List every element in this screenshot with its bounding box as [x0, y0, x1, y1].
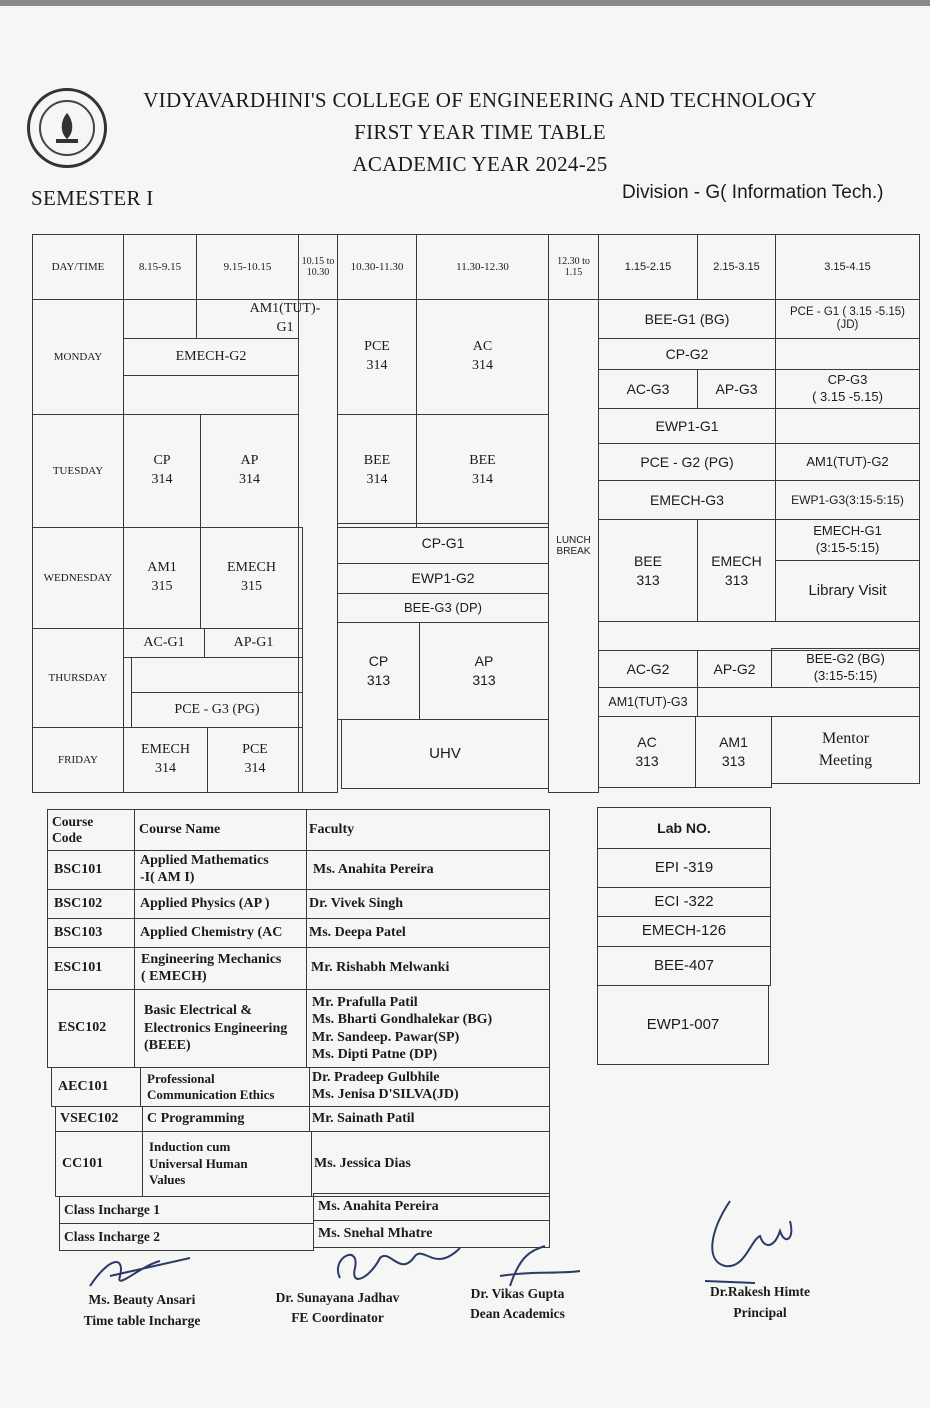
- course-name-cell: Induction cum Universal Human Values: [142, 1131, 312, 1197]
- lab-item: EWP1-007: [597, 985, 769, 1065]
- monday-cp-g3: CP-G3 ( 3.15 -5.15): [775, 369, 920, 409]
- thursday-bee-g2: BEE-G2 (BG) (3:15-5:15): [771, 648, 920, 688]
- class-incharge-2: Ms. Snehal Mhatre: [313, 1220, 550, 1248]
- lab-item: BEE-407: [597, 946, 771, 986]
- tuesday-bee-2: BEE 314: [416, 414, 549, 528]
- course-name-cell: C Programming: [142, 1106, 310, 1132]
- monday-slot: [123, 299, 321, 339]
- tuesday-ap: AP 314: [200, 414, 299, 528]
- monday-ac-g3: AC-G3: [598, 369, 698, 409]
- faculty-cell: Dr. Pradeep Gulbhile Ms. Jenisa D'SILVA(JD): [309, 1067, 550, 1107]
- signatory-2-name: Dr. Sunayana Jadhav: [275, 1290, 400, 1305]
- friday-emech: EMECH 314: [123, 727, 208, 793]
- signatory-1-name: Ms. Beauty Ansari: [88, 1292, 196, 1307]
- tuesday-am1tut-g2: AM1(TUT)-G2: [775, 443, 920, 481]
- semester-label: SEMESTER I: [31, 186, 154, 210]
- monday-emech-g2: EMECH-G2: [123, 338, 299, 376]
- course-code-cell: VSEC102: [55, 1106, 143, 1132]
- thursday-ac-g2: AC-G2: [598, 650, 698, 688]
- thursday-pce-g3: PCE - G3 (PG): [131, 692, 303, 728]
- faculty-cell: Ms. Anahita Pereira: [306, 850, 550, 890]
- faculty-cell: Mr. Sainath Patil: [309, 1106, 550, 1132]
- header-daytime: DAY/TIME: [32, 234, 124, 300]
- lab-no-header: Lab NO.: [597, 807, 771, 849]
- wednesday-emech: EMECH 315: [200, 527, 303, 629]
- day-wednesday: WEDNESDAY: [32, 527, 124, 629]
- monday-ap-g3: AP-G3: [697, 369, 776, 409]
- header-time-1: 8.15-9.15: [123, 234, 197, 300]
- signature-1-scribble: [80, 1246, 200, 1296]
- friday-ac: AC 313: [598, 716, 696, 788]
- division-label: Division - G( Information Tech.): [622, 182, 884, 203]
- college-name: VIDYAVARDHINI'S COLLEGE OF ENGINEERING AND TECHNOLOGY: [143, 88, 817, 112]
- tuesday-bee-1: BEE 314: [337, 414, 417, 528]
- header-time-4: 10.30-11.30: [337, 234, 417, 300]
- friday-uhv: UHV: [341, 719, 549, 789]
- course-name-cell: Applied Mathematics -I( AM I): [134, 850, 307, 890]
- col-faculty: Faculty: [306, 809, 550, 851]
- faculty-cell: Ms. Jessica Dias: [311, 1131, 550, 1197]
- tuesday-pce-g2: PCE - G2 (PG): [598, 443, 776, 481]
- header-time-7: 1.15-2.15: [598, 234, 698, 300]
- course-name-cell: Applied Chemistry (AC: [134, 918, 307, 948]
- wednesday-emech-2: EMECH 313: [697, 519, 776, 622]
- wednesday-am1: AM1 315: [123, 527, 201, 629]
- tuesday-emech-g3: EMECH-G3: [598, 480, 776, 520]
- thursday-ac-g1: AC-G1: [123, 628, 205, 658]
- header-time-3: 10.15 to 10.30: [298, 234, 338, 300]
- timetable-document: [0, 6, 930, 1408]
- signatory-2-role: FE Coordinator: [291, 1310, 384, 1325]
- lab-item: ECI -322: [597, 887, 771, 917]
- friday-pce: PCE 314: [207, 727, 303, 793]
- course-code-cell: ESC102: [47, 989, 135, 1068]
- header-time-2: 9.15-10.15: [196, 234, 299, 300]
- day-friday: FRIDAY: [32, 727, 124, 793]
- signatory-3-name: Dr. Vikas Gupta: [470, 1286, 565, 1301]
- monday-am1tut-g1: AM1(TUT)-G1: [249, 301, 321, 335]
- friday-mentor-meeting: Mentor Meeting: [771, 716, 920, 784]
- faculty-cell: Mr. Prafulla Patil Ms. Bharti Gondhalekar (BG) Mr. Sandeep. Pawar(SP) Ms. Dipti Patne (DP): [306, 989, 550, 1068]
- course-name-cell: Basic Electrical & Electronics Engineering (BEEE): [134, 989, 307, 1068]
- wednesday-library-visit: Library Visit: [775, 560, 920, 622]
- class-incharge-1: Ms. Anahita Pereira: [313, 1193, 550, 1221]
- day-tuesday: TUESDAY: [32, 414, 124, 528]
- faculty-cell: Ms. Deepa Patel: [306, 918, 550, 948]
- lab-item: EMECH-126: [597, 916, 771, 947]
- thursday-empty-2: [598, 621, 920, 651]
- monday-pce-g1: PCE - G1 ( 3.15 -5.15) (JD): [775, 299, 920, 339]
- course-code-cell: BSC102: [47, 889, 135, 919]
- course-code-cell: BSC101: [47, 850, 135, 890]
- wednesday-bee-g3: BEE-G3 (DP): [337, 593, 549, 623]
- signatory-4-role: Principal: [733, 1305, 787, 1320]
- header-time-5: 11.30-12.30: [416, 234, 549, 300]
- thursday-empty: [131, 657, 303, 693]
- class-incharge-2-label: Class Incharge 2: [59, 1223, 314, 1251]
- signatory-3-role: Dean Academics: [470, 1306, 565, 1321]
- monday-empty: [123, 375, 299, 415]
- thursday-ap: AP 313: [419, 622, 549, 720]
- course-name-cell: Engineering Mechanics ( EMECH): [134, 947, 307, 990]
- faculty-cell: Dr. Vivek Singh: [306, 889, 550, 919]
- wednesday-bee: BEE 313: [598, 519, 698, 622]
- thursday-empty-3: [697, 687, 920, 717]
- monday-cp-g2: CP-G2: [598, 338, 776, 370]
- course-code-cell: BSC103: [47, 918, 135, 948]
- monday-empty-2: [775, 338, 920, 370]
- tuesday-cp: CP 314: [123, 414, 201, 528]
- day-thursday: THURSDAY: [32, 628, 124, 728]
- faculty-cell: Mr. Rishabh Melwanki: [306, 947, 550, 990]
- class-incharge-1-label: Class Incharge 1: [59, 1196, 314, 1224]
- monday-bee-g1: BEE-G1 (BG): [598, 299, 776, 339]
- course-code-cell: CC101: [55, 1131, 143, 1197]
- course-code-cell: AEC101: [51, 1067, 141, 1107]
- day-monday: MONDAY: [32, 299, 124, 415]
- monday-ac: AC 314: [416, 299, 549, 415]
- monday-pce: PCE 314: [337, 299, 417, 415]
- tuesday-ewp1-g3: EWP1-G3(3:15-5:15): [775, 480, 920, 520]
- signatory-1-role: Time table Incharge: [83, 1313, 201, 1328]
- signature-4-scribble: [695, 1191, 805, 1291]
- course-code-cell: ESC101: [47, 947, 135, 990]
- thursday-cp: CP 313: [337, 622, 420, 720]
- col-course-code: Course Code: [47, 809, 135, 851]
- course-name-cell: Applied Physics (AP ): [134, 889, 307, 919]
- tuesday-ewp1-g1: EWP1-G1: [598, 408, 776, 444]
- friday-am1: AM1 313: [695, 716, 772, 788]
- header-time-6: 12.30 to 1.15: [548, 234, 599, 300]
- col-course-name: Course Name: [134, 809, 307, 851]
- header-time-8: 2.15-3.15: [697, 234, 776, 300]
- course-name-cell: Professional Communication Ethics: [140, 1067, 310, 1107]
- lab-item: EPI -319: [597, 848, 771, 888]
- academic-year: ACADEMIC YEAR 2024-25: [352, 152, 608, 176]
- thursday-ap-g1: AP-G1: [204, 628, 303, 658]
- wednesday-ewp1-g2: EWP1-G2: [337, 563, 549, 594]
- thursday-am1tut-g3: AM1(TUT)-G3: [598, 687, 698, 717]
- signatory-4-name: Dr.Rakesh Himte: [710, 1284, 810, 1299]
- timetable-title: FIRST YEAR TIME TABLE: [354, 120, 606, 144]
- college-logo: [27, 88, 107, 168]
- wednesday-cp-g1: CP-G1: [337, 523, 549, 564]
- header-time-9: 3.15-4.15: [775, 234, 920, 300]
- break-column: [298, 299, 338, 793]
- tuesday-empty: [775, 408, 920, 444]
- lunch-break: LUNCH BREAK: [548, 299, 599, 793]
- thursday-ap-g2: AP-G2: [697, 650, 772, 688]
- wednesday-emech-g1: EMECH-G1 (3:15-5:15): [775, 519, 920, 561]
